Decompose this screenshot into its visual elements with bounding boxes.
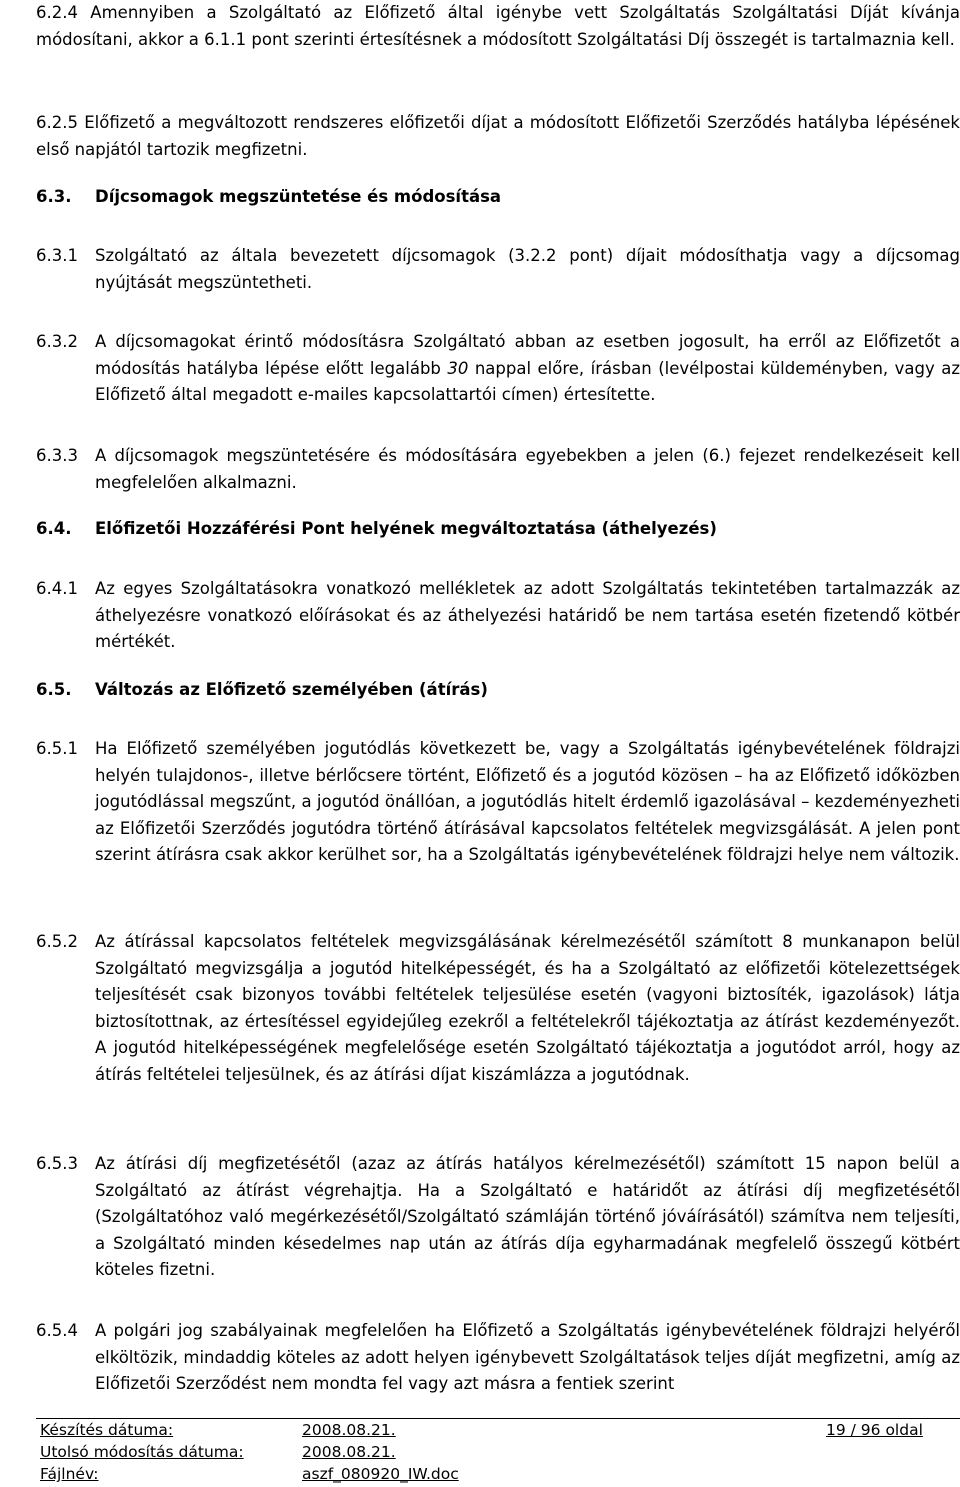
item-6-3-2 (36, 329, 960, 409)
section-title: Díjcsomagok megszüntetése és módosítása (95, 187, 502, 206)
item-text: Szolgáltató az általa bevezetett díjcsomagok (3.2.2 pont) díjait módosíthatja vagy a díjcsomag nyújtását megszüntetheti. (95, 246, 960, 292)
item-number: 6.3.3 (36, 446, 78, 465)
section-heading-6-4 (36, 516, 960, 543)
item-6-5-1 (36, 736, 960, 869)
section-heading-6-3 (36, 184, 960, 211)
item-6-5-3 (36, 1151, 960, 1284)
item-text: A díjcsomagok megszüntetésére és módosítására egyebekben a jelen (6.) fejezet rendelkezéseit kell megfelelően alkalmazni. (95, 446, 960, 492)
item-number: 6.5.3 (36, 1154, 78, 1173)
emphasis-days: 30 (447, 358, 469, 378)
item-number: 6.4.1 (36, 579, 78, 598)
paragraph-6-2-4: 6.2.4 Amennyiben a Szolgáltató az Előfizető által igénybe vett Szolgáltatás Szolgáltatási Díját kívánja módosítani, akkor a 6.1.1 pont szerinti értesítésnek a módosított Szolgáltatási Díj összegét is tartalmaznia kell. (36, 3, 960, 49)
item-text: Az átírással kapcsolatos feltételek megvizsgálásának kérelmezésétől számított 8 munkanapon belül Szolgáltató megvizsgálja a jogutód hitelképességét, és ha a Szolgáltató az előfizetői kötelezettségek teljesítését csak bizonyos további feltételek teljesülése esetén (vagyoni biztosíték, igazolások) látja biztosítottnak, az értesítéssel egyidejűleg ezekről a feltételekről tájékoztatja az átírást kezdeményezőt. A jogutód hitelképességének megfelelősége esetén Szolgáltató tájékoztatja a jogutódot arról, hogy az átírás feltételei teljesülnek, és az átírási díjat kiszámlázza a jogutódnak. (95, 932, 960, 1084)
item-6-5-4 (36, 1318, 960, 1398)
footer-modified-label: Utolsó módosítás dátuma: (40, 1443, 244, 1461)
item-text: Az átírási díj megfizetésétől (azaz az átírás hatályos kérelmezésétől) számított 15 napon belül a Szolgáltató az átírást végrehajtja. Ha a Szolgáltató e határidőt az átírási díj megfizetésétől (Szolgáltatóhoz való megérkezésétől/Szolgáltató számláján történő jóváírásától) számítva nem teljesíti, a Szolgáltató minden késedelmes nap után az átírás díja egyharmadának megfelelő összegű kötbért köteles fizetni. (95, 1154, 960, 1279)
item-text: Ha Előfizető személyében jogutódlás következett be, vagy a Szolgáltatás igénybevételének földrajzi helyén tulajdonos-, illetve bérlőcsere történt, Előfizető és a jogutód közösen – ha az Előfizető időközben jogutódlással megszűnt, a jogutód önállóan, a jogutódlás hitelt érdemlő igazolásával – kezdeményezheti az Előfizetői Szerződés jogutódra történő átírásával kapcsolatos feltételek megvizsgálását. A jelen pont szerint átírásra csak akkor kerülhet sor, ha a Szolgáltatás igénybevételének földrajzi helye nem változik. (95, 739, 960, 864)
footer-file-value: aszf_080920_IW.doc (302, 1465, 459, 1483)
item-6-3-3 (36, 443, 960, 496)
item-number: 6.5.4 (36, 1321, 78, 1340)
page-footer (36, 1418, 960, 1486)
section-title: Változás az Előfizető személyében (átírás) (95, 680, 488, 699)
item-number: 6.5.2 (36, 932, 78, 951)
section-number: 6.4. (36, 519, 72, 538)
item-6-4-1 (36, 576, 960, 656)
paragraph-6-2-5: 6.2.5 Előfizető a megváltozott rendszeres előfizetői díjat a módosított Előfizetői Szerződés hatályba lépésének első napjától tartozik megfizetni. (36, 113, 960, 159)
item-6-3-1 (36, 243, 960, 296)
item-text: A díjcsomagokat érintő módosításra Szolgáltató abban az esetben jogosult, ha erről az Előfizetőt a módosítás hatályba lépése előtt legalább 30 nappal előre, írásban (levélpostai küldeményben, vagy az Előfizető által megadott e-mailes kapcsolattartói címen) értesítette. (95, 332, 960, 404)
section-number: 6.3. (36, 187, 72, 206)
footer-created-label: Készítés dátuma: (40, 1421, 174, 1439)
footer-modified-value: 2008.08.21. (302, 1443, 396, 1461)
footer-page-number: 19 / 96 oldal (826, 1421, 923, 1439)
section-title: Előfizetői Hozzáférési Pont helyének megváltoztatása (áthelyezés) (95, 519, 717, 538)
section-heading-6-5 (36, 677, 960, 704)
item-number: 6.3.2 (36, 332, 78, 351)
section-number: 6.5. (36, 680, 72, 699)
footer-created-value: 2008.08.21. (302, 1421, 396, 1439)
item-text: A polgári jog szabályainak megfelelően ha Előfizető a Szolgáltatás igénybevételének földrajzi helyéről elköltözik, mindaddig köteles az adott helyen igénybevett Szolgáltatások teljes díját megfizetni, amíg az Előfizetői Szerződést nem mondta fel vagy azt másra a fentiek szerint (95, 1321, 960, 1393)
item-number: 6.5.1 (36, 739, 78, 758)
item-number: 6.3.1 (36, 246, 78, 265)
item-6-5-2 (36, 929, 960, 1088)
footer-file-label: Fájlnév: (40, 1465, 99, 1483)
item-text: Az egyes Szolgáltatásokra vonatkozó mellékletek az adott Szolgáltatás tekintetében tartalmazzák az áthelyezésre vonatkozó előírásokat és az áthelyezési határidő be nem tartása esetén fizetendő kötbér mértékét. (95, 579, 960, 651)
footer-divider (36, 1418, 960, 1419)
